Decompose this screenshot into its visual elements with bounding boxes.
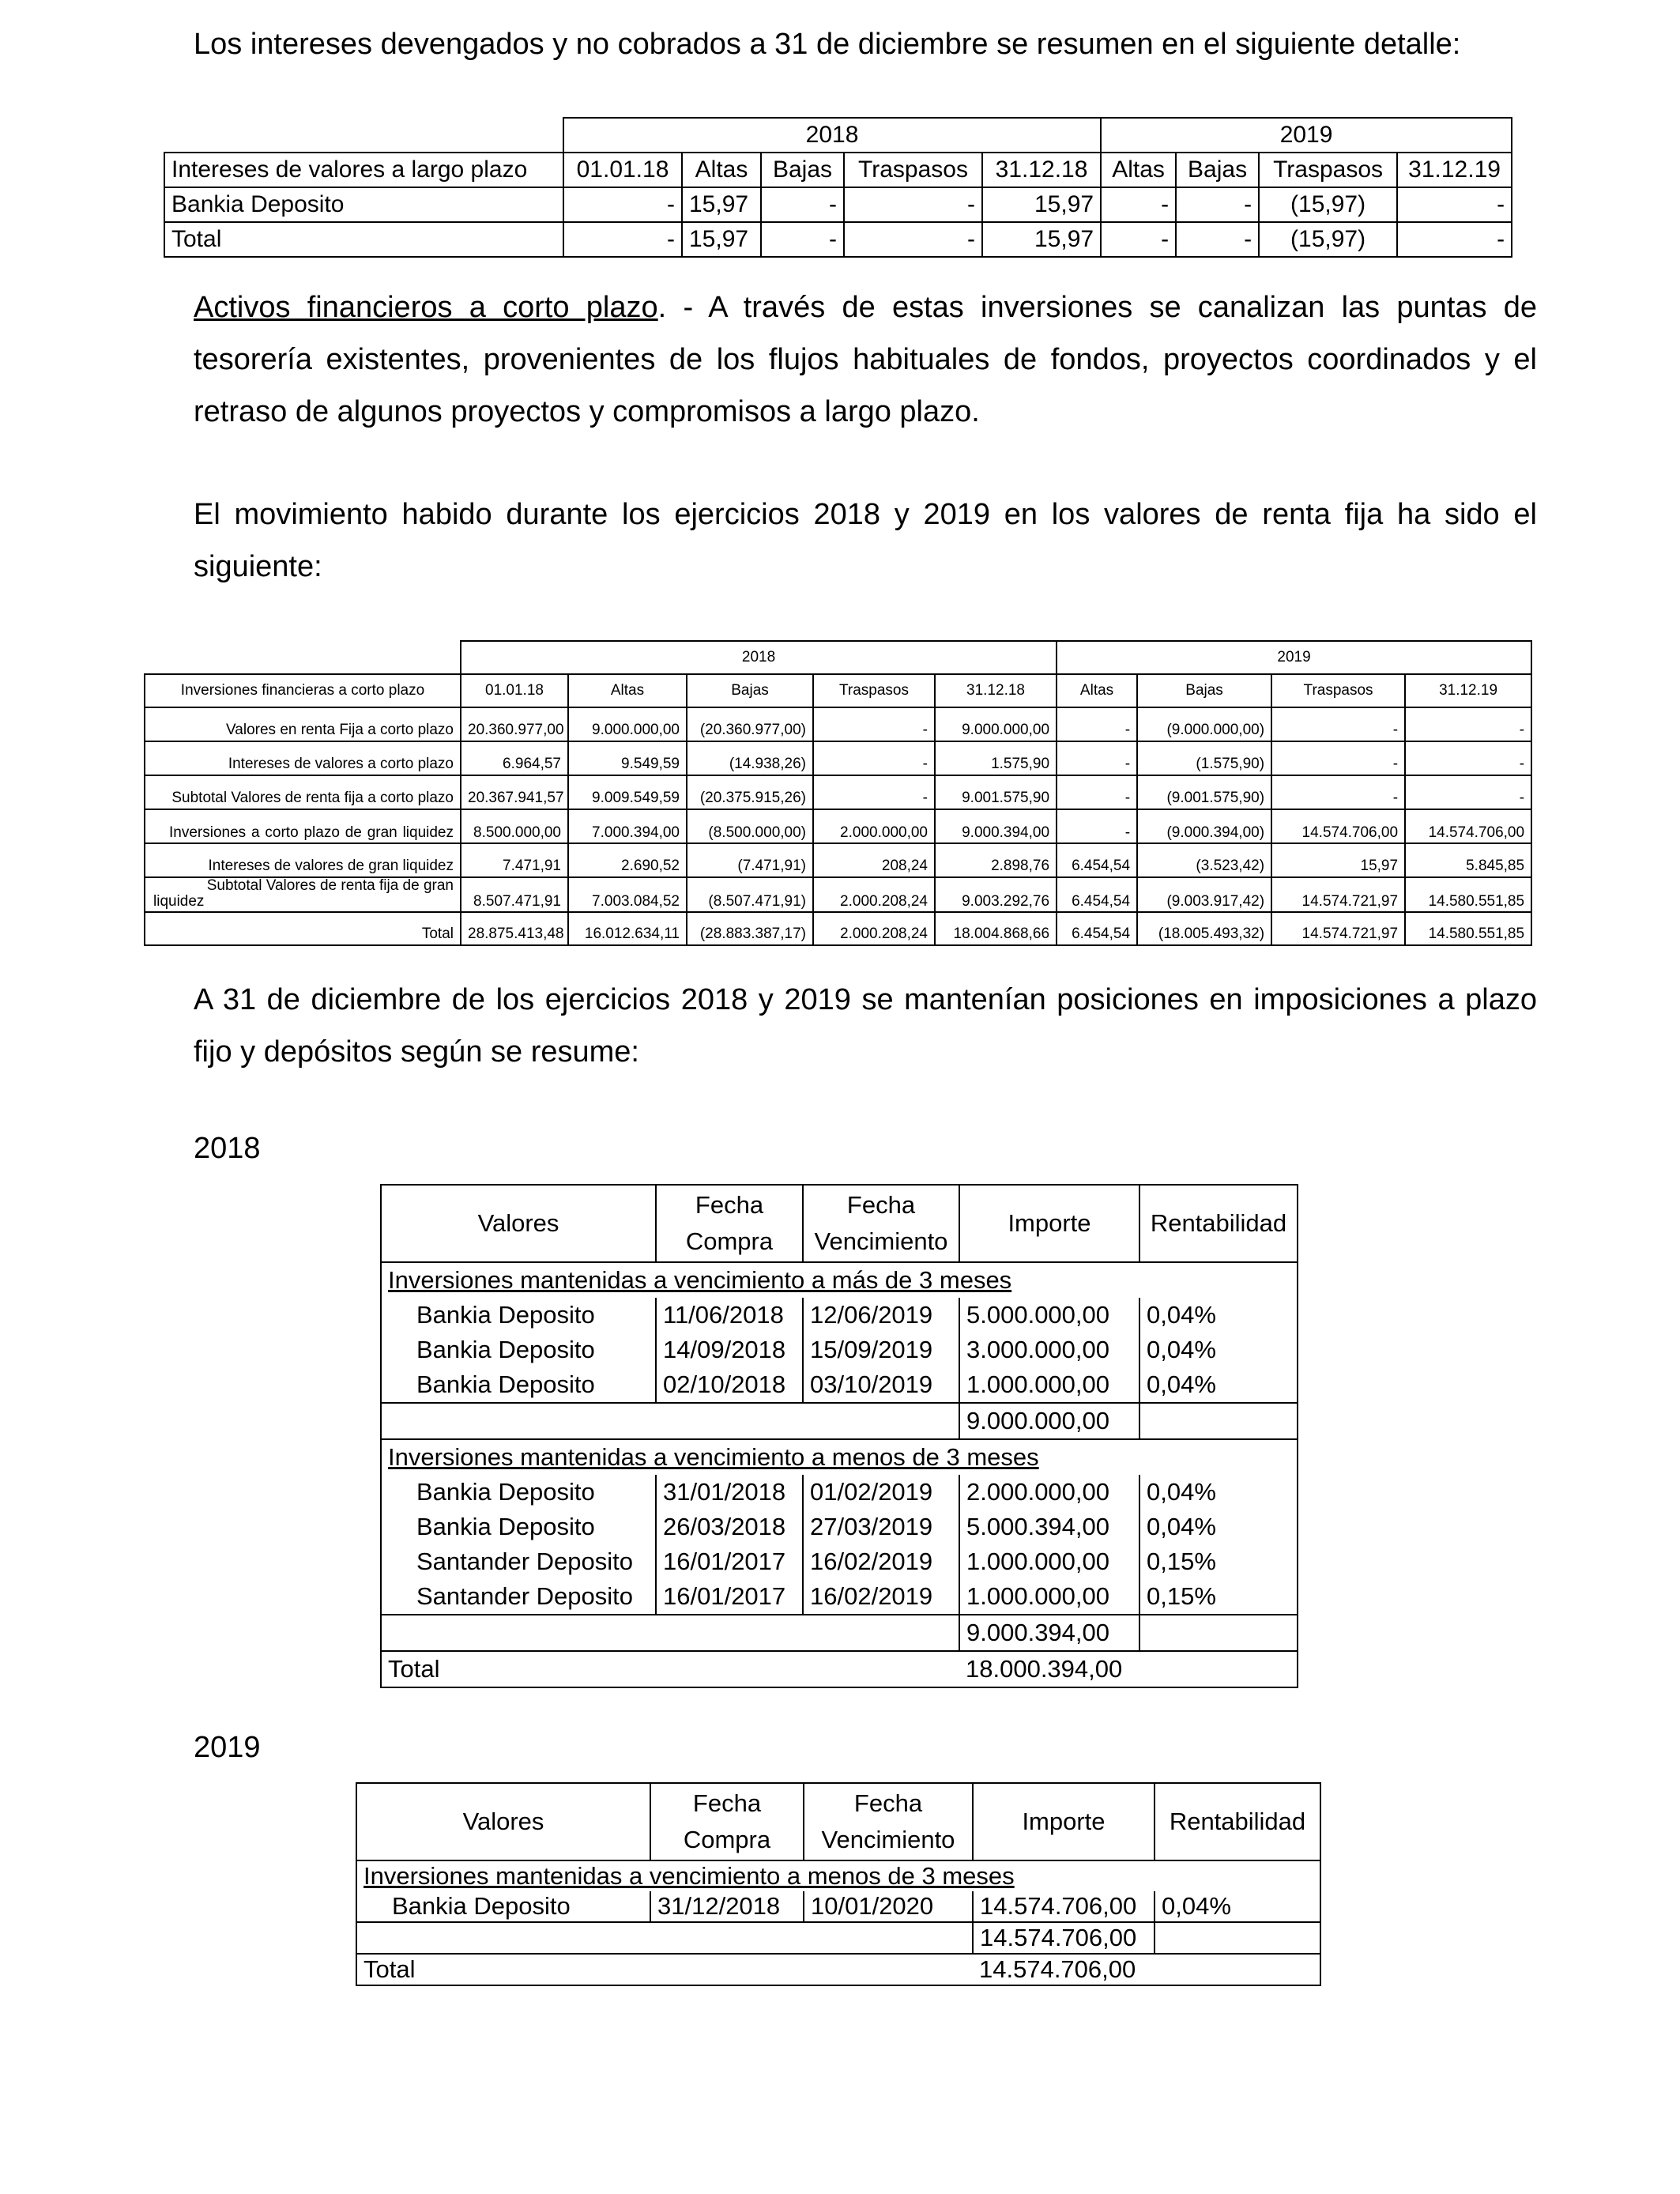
table-row: Bankia Deposito 14/09/2018 15/09/2019 3.000.000,00 0,04% (381, 1333, 1298, 1367)
column-header: 31.12.19 (1405, 674, 1531, 707)
column-header: Altas (1057, 674, 1137, 707)
table-row: Intereses de valores a corto plazo 6.964,57 9.549,59 (14.938,26) - 1.575,90 - (1.575,90) - - (145, 741, 1531, 775)
subtotal-row: Subtotal Valores de renta fija de gran liquidez 8.507.471,91 7.003.084,52 (8.507.471,91) 2.000.208,24 9.003.292,76 6.454,54 (9.003.917,42) 14.574.721,97 14.580.551,85 (145, 877, 1531, 912)
column-header: Altas (1101, 153, 1176, 187)
year-2018-header: 2018 (563, 118, 1101, 153)
section-row: Inversiones mantenidas a vencimiento a más de 3 meses (381, 1262, 1298, 1298)
year-2019-header: 2019 (1101, 118, 1512, 153)
column-header: Traspasos (1271, 674, 1405, 707)
table-header-row (164, 153, 1512, 187)
column-header: Valores (356, 1783, 650, 1860)
column-header: Bajas (1137, 674, 1271, 707)
year-2019-header: 2019 (1057, 641, 1531, 674)
table-row: Bankia Deposito 02/10/2018 03/10/2019 1.000.000,00 0,04% (381, 1367, 1298, 1403)
column-header: Importe (959, 1185, 1139, 1262)
subtotal-row: 9.000.394,00 (381, 1615, 1298, 1651)
short-term-assets-paragraph: Activos financieros a corto plazo. - A través de estas inversiones se canalizan las puntas de tesorería existentes, provenientes de los flujos habituales de fondos, proyectos coordinados y el retraso de algunos proyectos y compromisos a largo plazo. (194, 291, 1538, 428)
column-header: 31.12.18 (982, 153, 1101, 187)
table-row: Bankia Deposito 31/01/2018 01/02/2019 2.000.000,00 0,04% (381, 1475, 1298, 1510)
section-heading: Activos financieros a corto plazo (194, 291, 658, 324)
table-row: Santander Deposito 16/01/2017 16/02/2019 1.000.000,00 0,15% (381, 1544, 1298, 1579)
table-row: Bankia Deposito - 15,97 - - 15,97 - - (15,97) - (164, 187, 1512, 222)
subtotal-row: 14.574.706,00 (356, 1922, 1320, 1954)
table-row: Total - 15,97 - - 15,97 - - (15,97) - (164, 222, 1512, 257)
section-row: Inversiones mantenidas a vencimiento a menos de 3 meses (356, 1860, 1320, 1891)
table-row: Valores en renta Fija a corto plazo 20.360.977,00 9.000.000,00 (20.360.977,00) - 9.000.000,00 - (9.000.000,00) - - (145, 707, 1531, 741)
positions-paragraph: A 31 de diciembre de los ejercicios 2018 y 2019 se mantenían posiciones en imposiciones a plazo fijo y depósitos según se resume: (194, 983, 1537, 1069)
table-header-row (145, 674, 1531, 707)
column-header: Importe (973, 1783, 1155, 1860)
year-2019-label: 2019 (194, 1731, 261, 1764)
column-header: Fecha Vencimiento (804, 1783, 973, 1860)
table-row: Bankia Deposito 11/06/2018 12/06/2019 5.000.000,00 0,04% (381, 1298, 1298, 1333)
column-header: Bajas (687, 674, 813, 707)
total-row: Total 18.000.394,00 (381, 1651, 1298, 1687)
column-header: 31.12.19 (1397, 153, 1512, 187)
subtotal-row: 9.000.000,00 (381, 1403, 1298, 1439)
table-row: Bankia Deposito 31/12/2018 10/01/2020 14.574.706,00 0,04% (356, 1891, 1320, 1922)
column-header: Valores (381, 1185, 656, 1262)
long-term-interest-table (164, 117, 1512, 258)
table-row: Intereses de valores de gran liquidez 7.471,91 2.690,52 (7.471,91) 208,24 2.898,76 6.454,54 (3.523,42) 15,97 5.845,85 (145, 843, 1531, 877)
column-header: Traspasos (813, 674, 935, 707)
movement-paragraph: El movimiento habido durante los ejercicios 2018 y 2019 en los valores de renta fija ha sido el siguiente: (194, 498, 1537, 583)
table-row: Santander Deposito 16/01/2017 16/02/2019 1.000.000,00 0,15% (381, 1579, 1298, 1615)
column-header: Rentabilidad (1139, 1185, 1298, 1262)
total-row: Total 28.875.413,48 16.012.634,11 (28.883.387,17) 2.000.208,24 18.004.868,66 6.454,54 (18.005.493,32) 14.574.721,97 14.580.551,85 (145, 912, 1531, 945)
year-2018-label: 2018 (194, 1132, 261, 1165)
column-header: Traspasos (1259, 153, 1397, 187)
column-header: Altas (568, 674, 687, 707)
column-header: Bajas (761, 153, 844, 187)
table-header-row (356, 1783, 1320, 1860)
column-header: Inversiones financieras a corto plazo (145, 674, 461, 707)
subtotal-row: Subtotal Valores de renta fija a corto plazo 20.367.941,57 9.009.549,59 (20.375.915,26) - 9.001.575,90 - (9.001.575,90) - - (145, 775, 1531, 809)
column-header: Fecha Compra (656, 1185, 803, 1262)
column-header: Altas (682, 153, 761, 187)
table-header-row (381, 1185, 1298, 1262)
section-row: Inversiones mantenidas a vencimiento a menos de 3 meses (381, 1439, 1298, 1475)
column-header: 01.01.18 (461, 674, 568, 707)
column-header: Fecha Compra (650, 1783, 804, 1860)
column-header: Rentabilidad (1155, 1783, 1320, 1860)
year-2018-header: 2018 (461, 641, 1057, 674)
intro-text: Los intereses devengados y no cobrados a 31 de diciembre se resumen en el siguiente detalle: (194, 28, 1461, 61)
table-row: Inversiones a corto plazo de gran liquidez 8.500.000,00 7.000.394,00 (8.500.000,00) 2.000.000,00 9.000.394,00 - (9.000.394,00) 14.574.706,00 14.574.706,00 (145, 809, 1531, 843)
table-row: Bankia Deposito 26/03/2018 27/03/2019 5.000.394,00 0,04% (381, 1510, 1298, 1544)
total-row: Total 14.574.706,00 (356, 1954, 1320, 1985)
column-header: Traspasos (844, 153, 982, 187)
column-header: Fecha Vencimiento (803, 1185, 959, 1262)
deposits-2019-table (356, 1782, 1321, 1986)
column-header: Bajas (1176, 153, 1259, 187)
column-header: 31.12.18 (935, 674, 1057, 707)
column-header: 01.01.18 (563, 153, 682, 187)
deposits-2018-table (380, 1184, 1298, 1688)
short-term-investments-table (144, 640, 1532, 946)
column-header: Intereses de valores a largo plazo (164, 153, 563, 187)
